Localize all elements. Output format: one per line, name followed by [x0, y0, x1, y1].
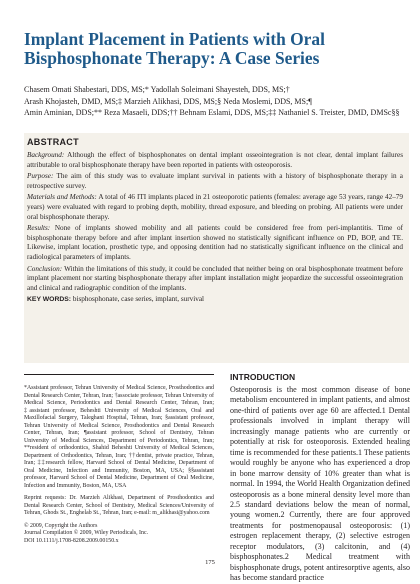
conclusion-text: Within the limitations of this study, it could be concluded that neither being on oral bisphosphonate treatment before implant placement nor starting bisphosphonate therapy after implant installation might jeopardize the successful osseointegration and clinical and radiographic condition of the implants.: [27, 264, 403, 292]
keywords-label: KEY WORDS:: [27, 296, 72, 304]
abstract-methods: [27, 193, 403, 222]
keywords-text: bisphosphonate, case series, implant, survival: [72, 295, 205, 304]
purpose-label: Purpose:: [27, 172, 54, 181]
purpose-text: The aim of this study was to evaluate implant survival in patients with a history of bisphosphonate therapy in a retrospective survey.: [27, 172, 403, 190]
copyright-footnote: [24, 523, 214, 546]
methods-text: A total of 46 ITI implants placed in 21 osteoporotic patients (females: average age 53 years, range 42–79 years) were evaluated with regard to probing depth, mobility, thread exposure, and bleeding on probing. All patients were under oral bisphosphonate therapy.: [27, 193, 403, 221]
author-line-1: Chasem Omati Shabestari, DDS, MS;* Yadollah Soleimani Shayesteh, DDS, MS;†: [24, 85, 290, 94]
background-text: Although the effect of bisphosphonates on dental implant osseointegration is not clear, dental implant failures attributable to oral bisphosphonate therapy have been reported in patients with osteoporosis.: [27, 151, 404, 169]
author-line-3: Amin Aminian, DDS;** Reza Masaeli, DDS;†† Behnam Eslami, DDS, MS;‡‡ Nathaniel S. Treister, DMD, DMSc§§: [24, 108, 400, 117]
title-line-1: Implant Placement in Patients with Oral: [24, 29, 325, 49]
background-label: Background:: [27, 151, 65, 159]
author-list: [24, 84, 414, 119]
introduction-text: Osteoporosis is the most common disease of bone metabolism encountered in implant patients, and almost one-third of patients over age 60 are affected.1 Dental professionals involved in implant therapy will increasingly manage patients who are currently or potentially at risk for osteoporosis. Extended healing time is recommended for these patients.1 These patients would roughly be anyone who has experienced a drop in bone marrow density of 10% greater than what is normal. In 1994, the World Health Organization defined osteoporosis as a bone mineral density level more than 2.5 standard deviations below the mean of normal, young women.2 Currently, there are four approved treatments for postmenopausal osteoporosis: (1) estrogen replacement therapy, (2) selective estrogen receptor modulators, (3) calcitonin, and (4) bisphosphonates.2 Medical treatment with bisphosphonate drugs, potent antiresorptive agents, also has become standard practice: [230, 385, 410, 583]
title-line-2: Bisphosphonate Therapy: A Case Series: [24, 48, 320, 68]
introduction-column: [230, 372, 410, 584]
affiliations-footnote: *Assistant professor, Tehran University of Medical Science, Prosthodontics and Dental Research Center, Tehran, Iran; †associate professor, Tehran University of Medical Science, Periodontics and Dental Research Center, Tehran, Iran; ‡assistant professor, Beheshti University of Medical Sciences, Oral and Maxillofacial Surgery, Taleghani Hospital, Tehran, Iran; §assistant professor, Tehran University of Medical Science, Prosthodontics and Dental Research Center, Tehran, Iran; ¶assistant professor, School of Dentistry, Tehran University of Medical Sciences, Department of Periodontics, Tehran, Iran; **resident of orthodontics, Shahid Beheshti University of Medical Sciences, Department of Orthodontics, Tehran, Iran; ††dentist, private practice, Tehran, Iran; ‡‡research fellow, Harvard School of Dental Medicine, Department of Oral Medicine, Infection and Immunity, Boston, MA, USA; §§assistant professor, Harvard School of Dental Medicine, Department of Oral Medicine, Infection and Immunity, Boston, MA, USA: [24, 385, 214, 489]
footnote-column: [24, 374, 214, 545]
abstract-box: [24, 133, 409, 363]
conclusion-label: Conclusion:: [27, 264, 63, 273]
results-text: None of implants showed mobility and all patients could be considered free from peri-implantitis. Time of bisphosphonate therapy before and after implant insertion showed no statistically significant influence on PD, BOP, and TE. Likewise, implant location, prosthetic type, and opposing dentition had no statistically significant influence on the clinical and radiological parameters of implants.: [27, 224, 403, 261]
methods-label: Materials and Methods:: [27, 193, 97, 202]
reprint-footnote: Reprint requests: Dr. Marzieh Alikhasi, Department of Prosthodontics and Dental Research Center, School of Dentistry, Medical Sciences/University of Tehran, Ghods St., Enghelab St., Tehran, Iran; e-mail: m_alikhasi@yahoo.com: [24, 495, 214, 516]
copyright-line-2: Journal Compilation © 2009, Wiley Periodicals, Inc.: [24, 530, 149, 536]
abstract-keywords: [27, 295, 403, 305]
abstract-background: [27, 151, 403, 170]
author-line-2: Arash Khojasteh, DMD, MS;‡ Marzieh Alikhasi, DDS, MS;§ Neda Moslemi, DDS, MS;¶: [24, 96, 312, 106]
doi-line: DOI 10.1111/j.1708-8208.2009.00150.x: [24, 537, 119, 544]
article-title: [24, 30, 404, 68]
abstract-heading: ABSTRACT: [27, 137, 79, 147]
footnote-rule: [24, 374, 214, 375]
results-label: Results:: [27, 224, 51, 233]
abstract-conclusion: [27, 265, 403, 294]
copyright-line-1: © 2009, Copyright the Authors: [24, 522, 98, 529]
abstract-results: [27, 224, 403, 262]
abstract-purpose: [27, 172, 403, 191]
page-number: 175: [205, 559, 215, 566]
introduction-heading: INTRODUCTION: [230, 372, 296, 382]
